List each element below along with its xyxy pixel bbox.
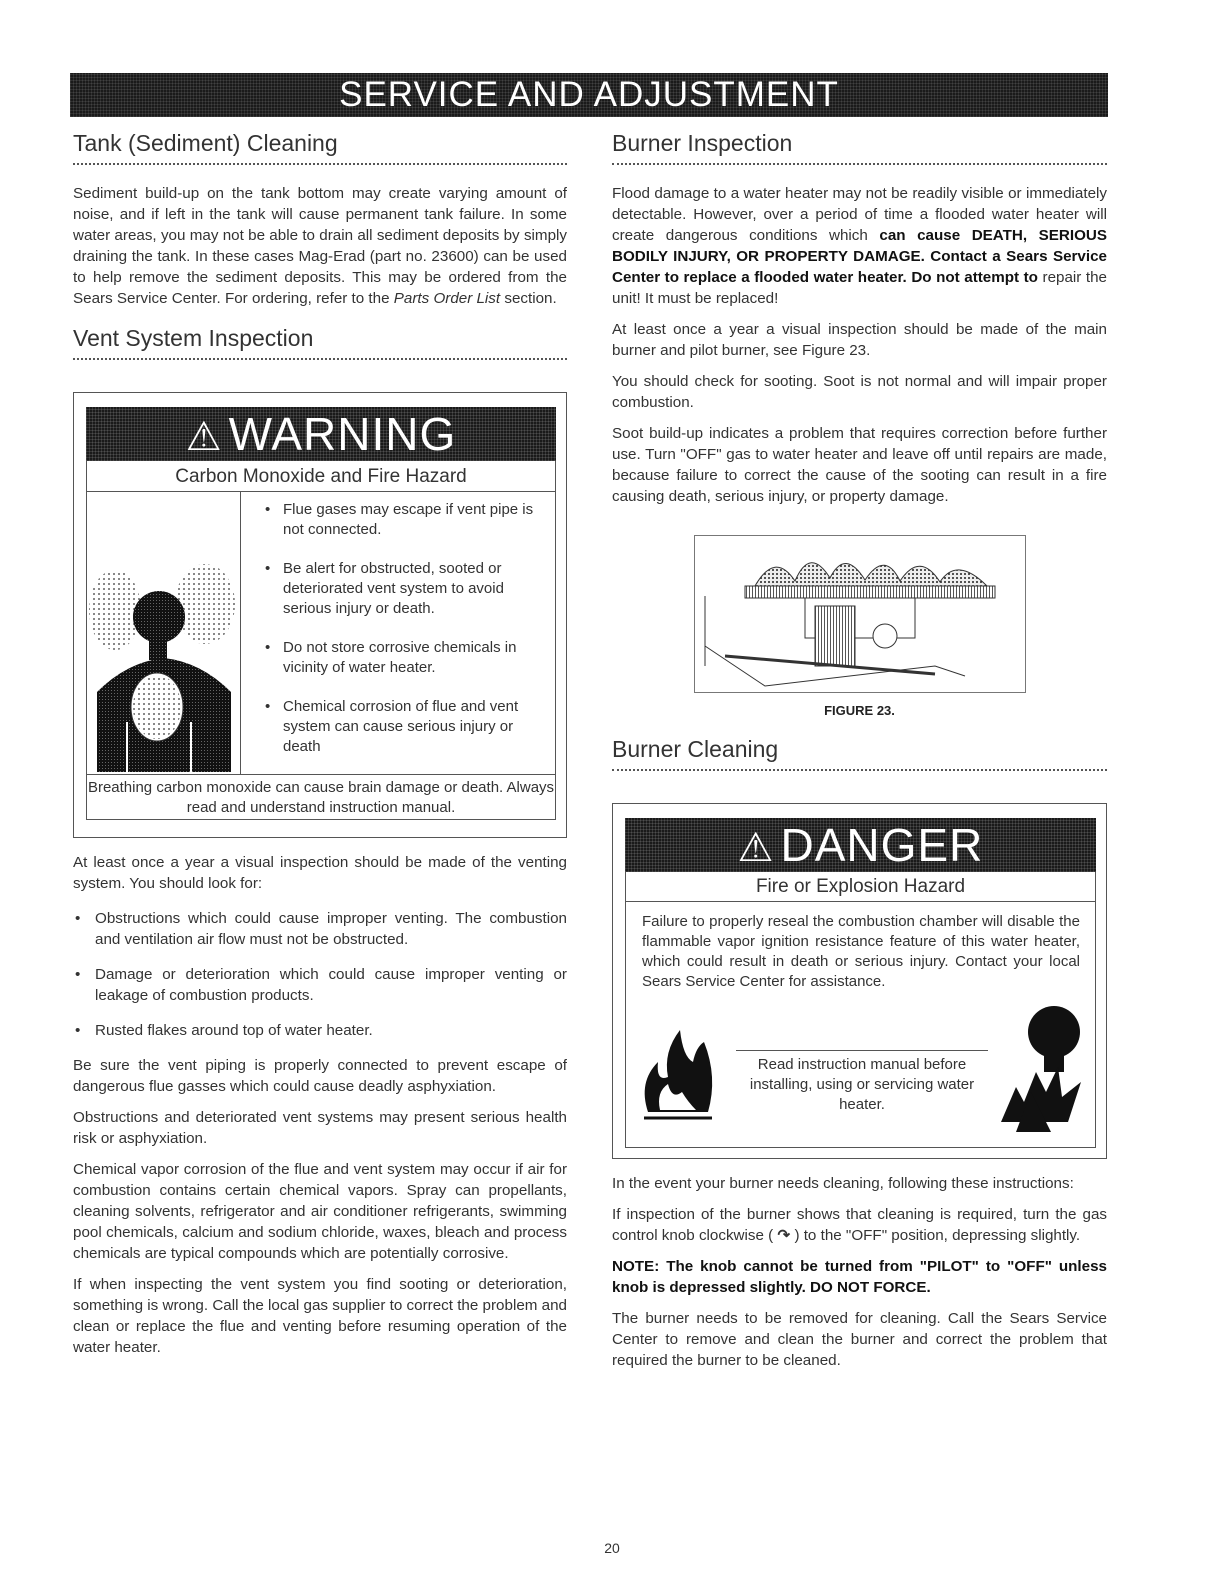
burner-cleaning-heading: Burner Cleaning	[612, 736, 1107, 771]
danger-box	[612, 803, 1107, 1159]
warning-list	[253, 500, 549, 776]
warning-title: ⚠ WARNING	[185, 408, 457, 460]
warning-body	[86, 492, 556, 774]
burner-inspection-heading: Burner Inspection	[612, 130, 1107, 165]
list-item: • Rusted flakes around top of water heater.	[73, 1020, 567, 1041]
inspection-paragraph: Soot build-up indicates a problem that requires correction before further use. Turn "OFF" gas to water heater and leave off until repairs are made, because failure to correct the cause of the sooting can result in a fire causing death, serious injury, or property damage.	[612, 425, 1107, 505]
list-item: • Obstructions which could cause improper venting. The combustion and ventilation air flow must not be obstructed.	[73, 908, 567, 950]
warning-item: • Flue gases may escape if vent pipe is not connected.	[253, 500, 549, 540]
vent-inspection-heading: Vent System Inspection	[73, 325, 567, 360]
gas-inhalation-icon	[87, 492, 241, 774]
danger-body	[625, 902, 1096, 1148]
figure-caption: FIGURE 23.	[824, 703, 895, 718]
inspection-paragraph: At least once a year a visual inspection should be made of the main burner and pilot burner, see Figure 23.	[612, 321, 1107, 359]
warning-banner	[86, 407, 556, 461]
tank-cleaning-heading: Tank (Sediment) Cleaning	[73, 130, 567, 165]
cleaning-paragraph: The burner needs to be removed for cleaning. Call the Sears Service Center to remove and clean the burner and correct the problem that required the burner to be cleaned.	[612, 1310, 1107, 1369]
left-column	[73, 130, 567, 1368]
section-banner	[70, 73, 1108, 117]
danger-subtitle: Fire or Explosion Hazard	[625, 872, 1096, 902]
flame-icon	[638, 1022, 718, 1132]
list-item: • Damage or deterioration which could cause improper venting or leakage of combustion products.	[73, 964, 567, 1006]
inspection-paragraph: You should check for sooting. Soot is not normal and will impair proper combustion.	[612, 373, 1107, 411]
warning-item: • Do not store corrosive chemicals in vicinity of water heater.	[253, 638, 549, 678]
vent-intro-paragraph: At least once a year a visual inspection should be made of the venting system. You should look for:	[73, 854, 567, 892]
warning-item: • Be alert for obstructed, sooted or deteriorated vent system to avoid serious injury or death.	[253, 559, 549, 619]
explosion-icon	[996, 992, 1086, 1137]
warning-footer: Breathing carbon monoxide can cause brain damage or death. Always read and understand instruction manual.	[86, 774, 556, 820]
warning-subtitle: Carbon Monoxide and Fire Hazard	[86, 461, 556, 492]
vent-look-for-list	[73, 908, 567, 1041]
danger-title: ⚠ DANGER	[737, 819, 984, 871]
flood-paragraph: Flood damage to a water heater may not be readily visible or immediately detectable. However, over a period of time a flooded water heater will create dangerous conditions which can cause DEATH, SERIOUS BODILY INJURY, OR PROPERTY DAMAGE. Contact a Sears Service Center to replace a flooded water heater. Do not attempt to repair the unit! It must be replaced!	[612, 185, 1107, 307]
vent-paragraph: Be sure the vent piping is properly connected to prevent escape of dangerous flue gasses which could cause deadly asphyxiation.	[73, 1057, 567, 1095]
tank-cleaning-paragraph: Sediment build-up on the tank bottom may create varying amount of noise, and if left in the tank will cause permanent tank failure. In some water areas, you may not be able to drain all sediment deposits by simply draining the tank. In these cases Mag-Erad (part no. 23600) can be used to help remove the sediment deposits. This may be ordered from the Sears Service Center. For ordering, refer to the Parts Order List section.	[73, 185, 567, 307]
banner-title: SERVICE AND ADJUSTMENT	[339, 75, 839, 114]
burner-figure	[694, 535, 1026, 693]
page-number: 20	[604, 1540, 620, 1556]
read-manual-note: Read instruction manual before installing, using or servicing water heater.	[736, 1050, 988, 1115]
vent-paragraph: Chemical vapor corrosion of the flue and vent system may occur if air for combustion contains certain chemical vapors. Spray can propellants, cleaning solvents, refrigerator and air conditioner refrigerants, swimming pool chemicals, calcium and sodium chloride, waxes, bleach and process chemicals are typical compounds which are potentially corrosive.	[73, 1161, 567, 1262]
warning-item: • Chemical corrosion of flue and vent system can cause serious injury or death	[253, 697, 549, 757]
danger-banner	[625, 818, 1096, 872]
warning-triangle-icon: ⚠	[185, 415, 223, 459]
danger-triangle-icon: ⚠	[737, 826, 775, 870]
danger-text: Failure to properly reseal the combustion chamber will disable the flammable vapor ignition resistance feature of this water heater, which could result in death or serious injury. Contact your local Sears Service Center for assistance.	[642, 913, 1080, 990]
cleaning-paragraph: If inspection of the burner shows that cleaning is required, turn the gas control knob clockwise ( ↷ ) to the "OFF" position, depressing slightly.	[612, 1206, 1107, 1244]
cleaning-paragraph: In the event your burner needs cleaning, following these instructions:	[612, 1175, 1074, 1192]
warning-box	[73, 392, 567, 838]
vent-paragraph: Obstructions and deteriorated vent systems may present serious health risk or asphyxiation.	[73, 1109, 567, 1147]
cleaning-note: NOTE: The knob cannot be turned from "PILOT" to "OFF" unless knob is depressed slightly. DO NOT FORCE.	[612, 1258, 1107, 1296]
right-column	[612, 130, 1107, 1381]
vent-paragraph: If when inspecting the vent system you find sooting or deterioration, something is wrong. Call the local gas supplier to correct the problem and clean or replace the flue and venting before resuming operation of the water heater.	[73, 1276, 567, 1356]
clockwise-arrow-icon: ↷	[777, 1227, 791, 1244]
